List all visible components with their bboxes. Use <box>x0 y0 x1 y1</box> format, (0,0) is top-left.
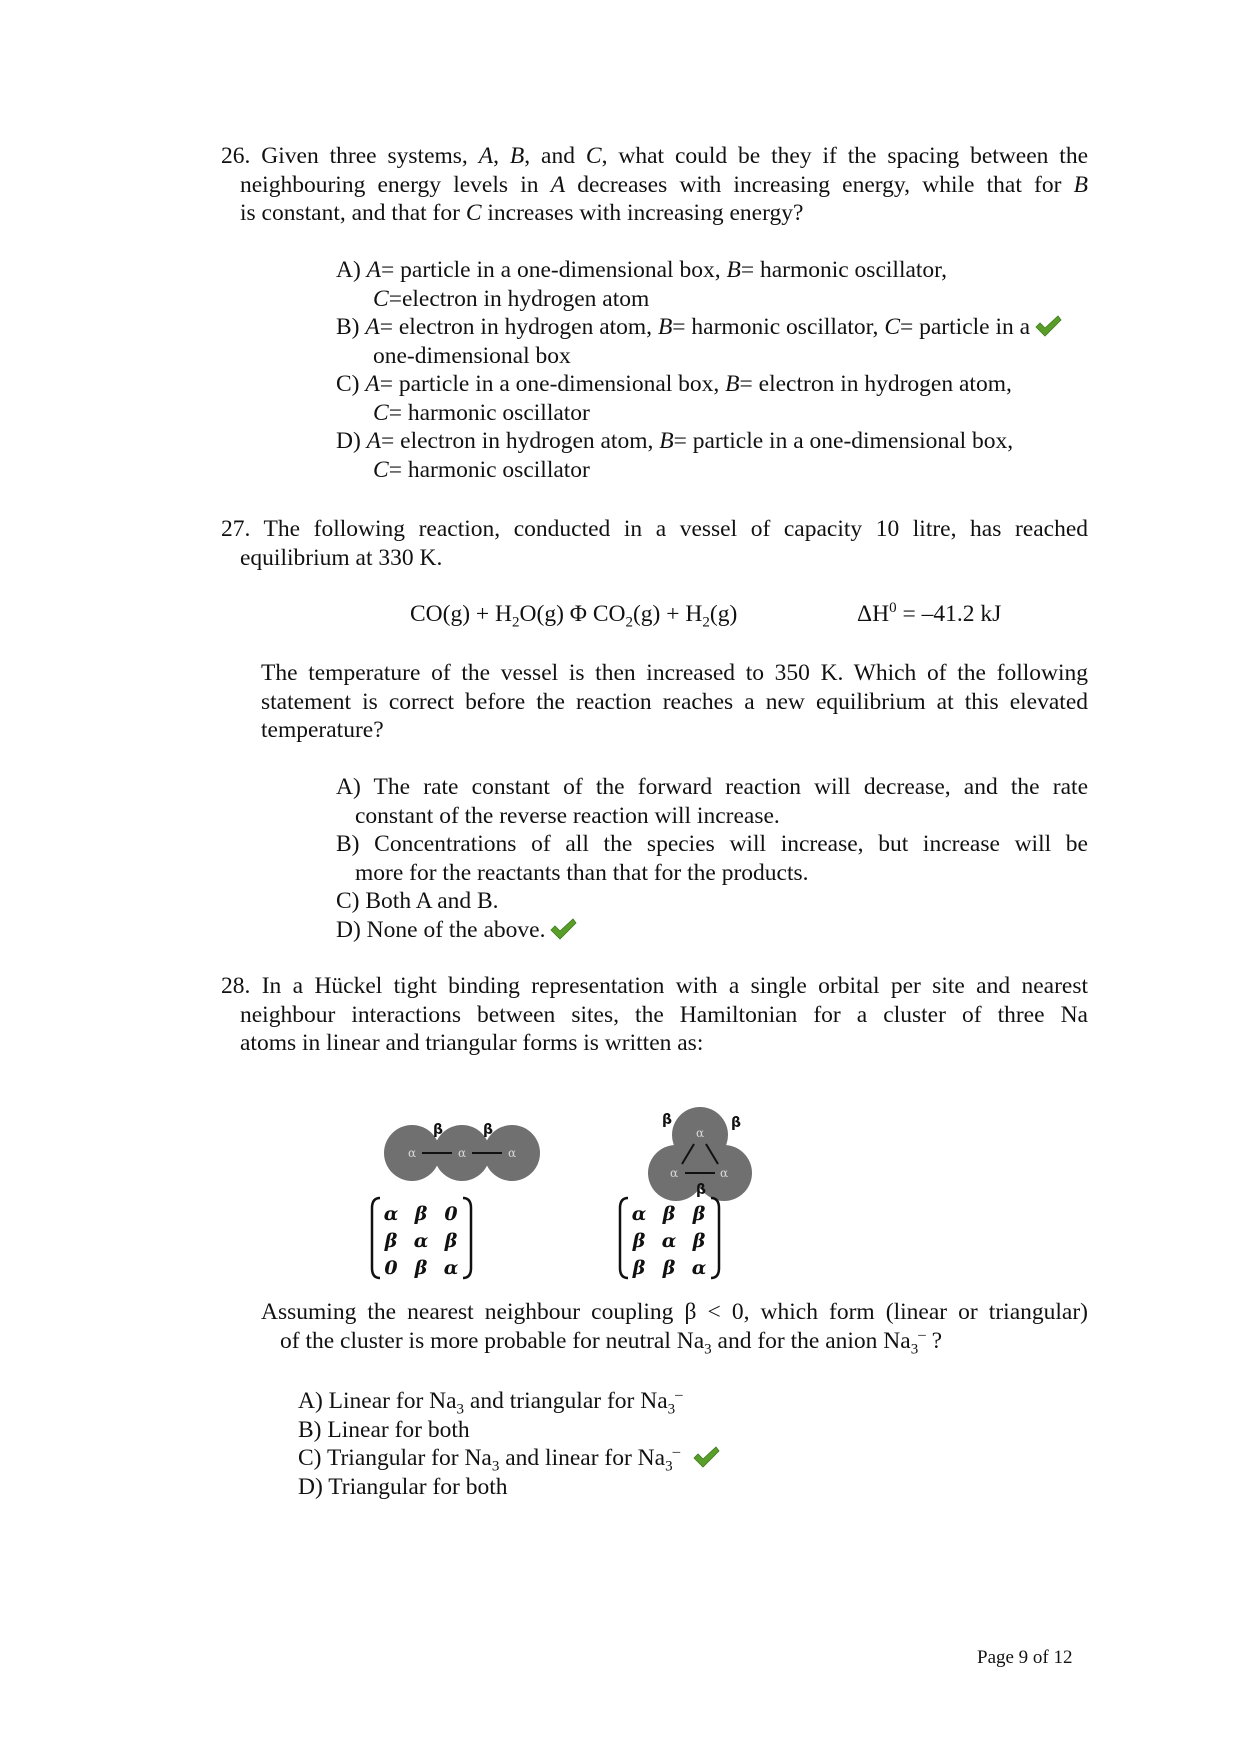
q26-line-1: 26. Given three systems, A, B, and C, what could be they if the spacing between the <box>221 143 1089 169</box>
q27-stem-line-1: The temperature of the vessel is then increased to 350 K. Which of the following <box>261 660 1088 686</box>
q28-option-b: B) Linear for both <box>298 1416 470 1443</box>
q28-option-c: C) Triangular for $Na_3$ and linear for $Na_3^-$ <box>298 1444 720 1473</box>
q28-figure <box>370 1080 770 1290</box>
q26-line-3: is constant, and that for C increases with increasing energy? <box>240 200 804 226</box>
alpha-label: α <box>458 1146 467 1160</box>
correct-check-icon <box>1034 315 1062 337</box>
matrix-cell: β <box>692 1230 706 1252</box>
alpha-label: α <box>508 1146 517 1160</box>
q26-options <box>336 256 1062 484</box>
q28-option-d: D) Triangular for both <box>298 1473 508 1500</box>
matrix-cell: α <box>383 1203 399 1225</box>
matrix-cell: 0 <box>384 1257 398 1279</box>
q27-line-1: 27. The following reaction, conducted in a vessel of capacity 10 litre, has reached <box>221 516 1088 542</box>
q28-line-1: 28. In a Hückel tight binding representation with a single orbital per site and nearest <box>221 973 1088 999</box>
q27-question <box>221 515 1088 572</box>
matrix-cell: α <box>443 1257 459 1279</box>
correct-check-icon <box>549 918 577 940</box>
q28-question <box>221 972 1088 1058</box>
q28-stem <box>261 1298 1088 1358</box>
matrix-cell: β <box>384 1230 398 1252</box>
linear-hamiltonian-matrix <box>384 1203 459 1279</box>
q28-stem-line-2: of the cluster is more probable for neutral $Na_3$ and for the anion $Na_3^-$ ? <box>280 1326 942 1358</box>
beta-label: β <box>696 1182 707 1198</box>
q27-option-a: A) The rate constant of the forward reaction will decrease, and the rate constant of the reverse reaction will increase. <box>336 774 1088 829</box>
q27-stem-line-3: temperature? <box>261 717 384 743</box>
alpha-label: α <box>408 1146 417 1160</box>
matrix-cell: α <box>631 1203 647 1225</box>
q28-line-2: neighbour interactions between sites, the Hamiltonian for a cluster of three Na <box>240 1001 1088 1028</box>
triangular-hamiltonian-matrix <box>632 1203 707 1279</box>
q26-option-d: D) A= electron in hydrogen atom, B= particle in a one-dimensional box, C= harmonic oscillator <box>336 428 1014 483</box>
matrix-cell: α <box>691 1257 707 1279</box>
q26-option-a: A) A= particle in a one-dimensional box, B= harmonic oscillator, C=electron in hydrogen atom <box>336 257 947 312</box>
matrix-cell: β <box>632 1230 646 1252</box>
alpha-label: α <box>720 1166 729 1180</box>
beta-label: β <box>731 1115 742 1131</box>
alpha-label: α <box>696 1126 705 1140</box>
matrix-cell: β <box>444 1230 458 1252</box>
q28-line-3: atoms in linear and triangular forms is written as: <box>240 1030 704 1056</box>
alpha-label: α <box>670 1166 679 1180</box>
q26-option-c: C) A= particle in a one-dimensional box, B= electron in hydrogen atom, C= harmonic oscillator <box>336 371 1012 426</box>
beta-label: β <box>433 1122 444 1138</box>
q26-line-2: neighbouring energy levels in A decreases with increasing energy, while that for B <box>240 171 1089 198</box>
q27-option-b: B) Concentrations of all the species will increase, but increase will be more for the reactants than that for the products. <box>336 831 1088 886</box>
linear-cluster-diagram <box>384 1122 540 1181</box>
matrix-cell: β <box>632 1257 646 1279</box>
q27-equation: $CO(g) + H_2O(g)$ Φ $CO_2(g) + H_2(g)$ <box>410 601 738 631</box>
q28-option-a: A) Linear for $Na_3$ and triangular for $Na_3^-$ <box>298 1387 683 1418</box>
q27-line-2: equilibrium at 330 K. <box>240 544 443 571</box>
q27-option-c: C) Both A and B. <box>336 888 499 914</box>
q27-stem-line-2: statement is correct before the reaction reaches a new equilibrium at this elevated <box>261 688 1088 715</box>
q28-options <box>298 1387 720 1501</box>
q27-option-d: D) None of the above. <box>336 916 1088 945</box>
beta-label: β <box>662 1112 673 1128</box>
matrix-cell: β <box>414 1203 428 1225</box>
q26-question <box>221 142 1088 228</box>
matrix-cell: 0 <box>444 1203 458 1225</box>
q27-stem <box>261 659 1088 745</box>
matrix-cell: α <box>413 1230 429 1252</box>
matrix-cell: α <box>661 1230 677 1252</box>
q27-enthalpy: $\Delta H^0 = -41.2$ kJ <box>857 600 1002 627</box>
correct-check-icon <box>692 1446 720 1468</box>
q28-stem-line-1: Assuming the nearest neighbour coupling β < 0, which form (linear or triangular) <box>261 1299 1088 1325</box>
matrix-cell: β <box>414 1257 428 1279</box>
q27-options <box>336 773 1088 944</box>
page-number: Page 9 of 12 <box>977 1647 1073 1668</box>
matrix-cell: β <box>692 1203 706 1225</box>
matrix-cell: β <box>662 1203 676 1225</box>
q26-option-b: B) A= electron in hydrogen atom, B= harmonic oscillator, C= particle in a one-dimensional box <box>336 313 1062 370</box>
beta-label: β <box>483 1122 494 1138</box>
matrix-cell: β <box>662 1257 676 1279</box>
triangular-cluster-diagram <box>648 1107 752 1201</box>
